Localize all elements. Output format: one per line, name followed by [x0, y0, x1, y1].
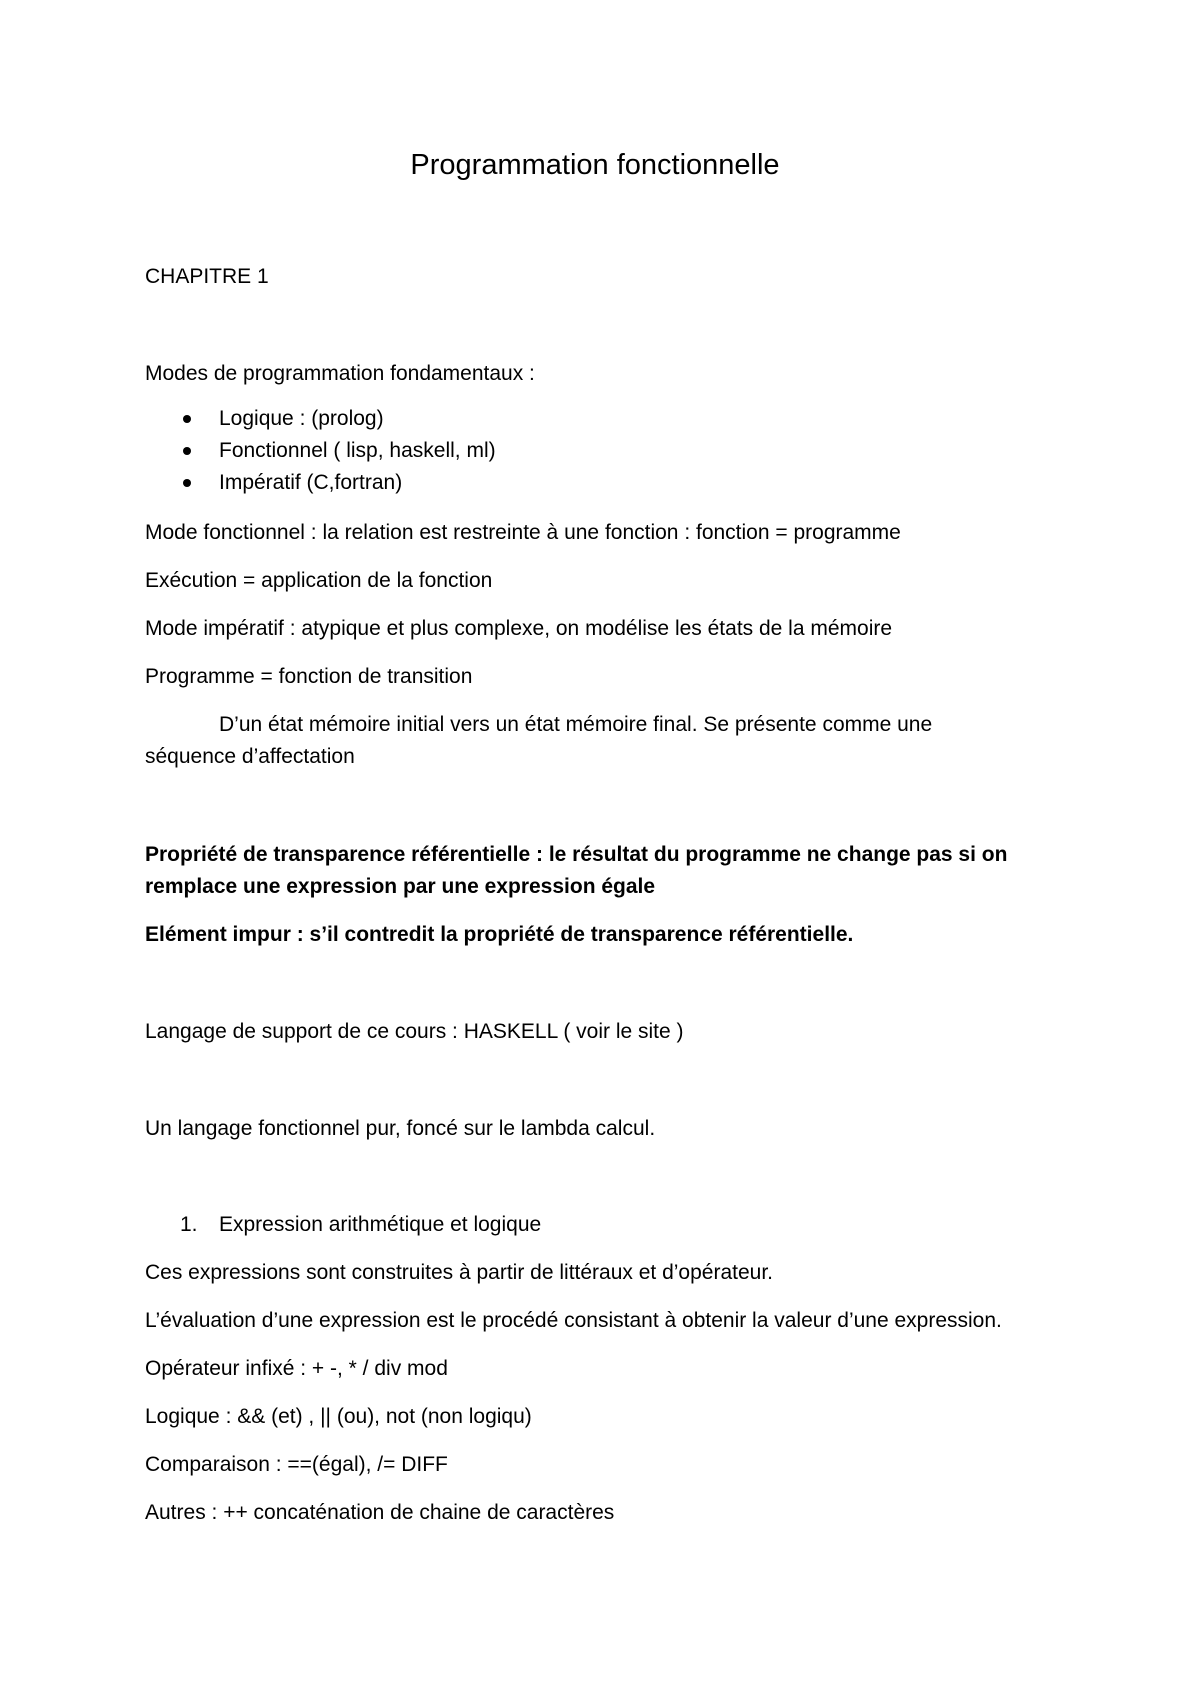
list-item: Impératif (C,fortran) — [219, 471, 403, 494]
list-item: Fonctionnel ( lisp, haskell, ml) — [219, 439, 496, 462]
bullet-icon — [183, 415, 191, 423]
paragraph: Programme = fonction de transition — [145, 665, 473, 688]
page-title: Programmation fonctionnelle — [410, 149, 780, 181]
paragraph: séquence d’affectation — [145, 745, 355, 768]
bold-paragraph: remplace une expression par une expression égale — [145, 875, 656, 898]
paragraph: Exécution = application de la fonction — [145, 569, 493, 592]
bold-paragraph: Propriété de transparence référentielle : le résultat du programme ne change pas si on — [145, 843, 1008, 866]
paragraph: Comparaison : ==(égal), /= DIFF — [145, 1453, 448, 1476]
paragraph: Mode fonctionnel : la relation est restreinte à une fonction : fonction = programme — [145, 521, 901, 544]
section-number: 1. — [180, 1213, 198, 1236]
bullet-icon — [183, 479, 191, 487]
section-title: Expression arithmétique et logique — [219, 1213, 542, 1236]
paragraph: Ces expressions sont construites à partir de littéraux et d’opérateur. — [145, 1261, 773, 1284]
chapter-heading: CHAPITRE 1 — [145, 265, 269, 288]
paragraph: Langage de support de ce cours : HASKELL ( voir le site ) — [145, 1020, 684, 1043]
paragraph: Opérateur infixé : + -, * / div mod — [145, 1357, 448, 1380]
paragraph: Un langage fonctionnel pur, foncé sur le lambda calcul. — [145, 1117, 656, 1140]
paragraph: Logique : && (et) , || (ou), not (non logiqu) — [145, 1405, 532, 1428]
bold-paragraph: Elément impur : s’il contredit la propriété de transparence référentielle. — [145, 923, 854, 946]
paragraph: L’évaluation d’une expression est le procédé consistant à obtenir la valeur d’une expression. — [145, 1309, 1002, 1332]
paragraph: Mode impératif : atypique et plus complexe, on modélise les états de la mémoire — [145, 617, 893, 640]
paragraph: Autres : ++ concaténation de chaine de caractères — [145, 1501, 615, 1524]
bullet-icon — [183, 447, 191, 455]
list-item: Logique : (prolog) — [219, 407, 384, 430]
paragraph: D’un état mémoire initial vers un état mémoire final. Se présente comme une — [219, 713, 933, 736]
modes-heading: Modes de programmation fondamentaux : — [145, 362, 535, 385]
